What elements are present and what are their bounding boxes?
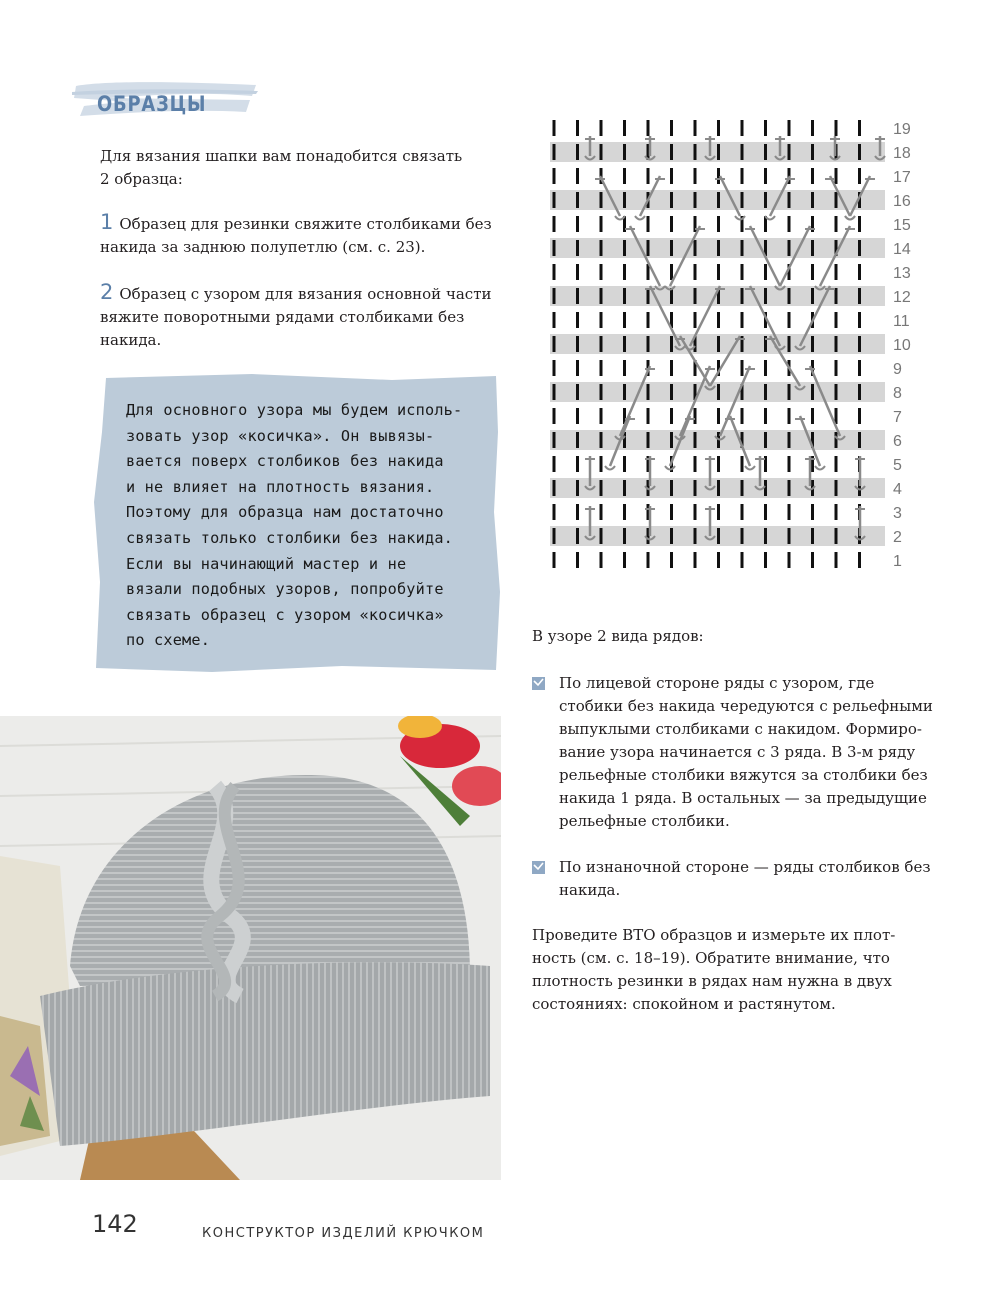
chart-post-stitch-hook — [815, 466, 825, 470]
sample-item-1: 1 Образец для резинки свяжите столбиками без накида за заднюю полупетлю (см. с. 23). — [100, 210, 492, 256]
chart-row-label: 6 — [893, 433, 902, 450]
chart-row-label: 15 — [893, 217, 911, 234]
chart-post-stitch-hook — [845, 216, 855, 220]
note-text: Для основного узора мы будем исполь- зовать узор «косичка». Он вывязы- вается поверх столбиков без накида и не влияет на плотность вязания. Поэтому для образца нам достаточно связать только столбики без накида. Если вы начинающий мастер и не вязали подобных узоров, попробуйте связать образец с узором «косичка» по схеме. — [126, 401, 463, 650]
book-title: КОНСТРУКТОР ИЗДЕЛИЙ КРЮЧКОМ — [202, 1226, 485, 1241]
chart-row-label: 7 — [893, 409, 902, 426]
section-title: ОБРАЗЦЫ — [97, 92, 207, 116]
hat-photo — [0, 716, 501, 1180]
intro-paragraph: Для вязания шапки вам понадобится связать 2 образца: — [100, 147, 463, 188]
chart-row-label: 2 — [893, 529, 902, 546]
chart-row-label: 12 — [893, 289, 911, 306]
rows-intro: В узоре 2 вида рядов: — [532, 627, 704, 645]
chart-row-label: 1 — [893, 553, 902, 570]
chart-row-label: 19 — [893, 121, 911, 138]
bullet-icon — [532, 861, 545, 874]
chart-row-label: 10 — [893, 337, 911, 354]
chart-row-label: 11 — [893, 313, 910, 330]
chart-post-stitch-hook — [735, 216, 745, 220]
chart-row-label: 18 — [893, 145, 911, 162]
chart-post-stitch-hook — [765, 216, 775, 220]
chart-post-stitch-hook — [615, 216, 625, 220]
chart-post-stitch-hook — [635, 216, 645, 220]
chart-row-label: 8 — [893, 385, 902, 402]
chart-row-label: 3 — [893, 505, 902, 522]
outro-paragraph: Проведите ВТО образцов и измерьте их плот- ность (см. с. 18–19). Обратите внимание, что плотность резинки в рядах нам нужна в двух состояниях: спокойном и растянутом. — [532, 926, 896, 1013]
crochet-chart — [550, 116, 920, 581]
chart-post-stitch-hook — [605, 466, 615, 470]
sample-item-2: 2 Образец с узором для вязания основной части вяжите поворотными рядами столбиками без накида. — [100, 280, 492, 349]
chart-row-label: 9 — [893, 361, 902, 378]
chart-row-label: 16 — [893, 193, 911, 210]
chart-row-label: 17 — [893, 169, 911, 186]
item-number: 1 — [100, 210, 114, 234]
bullet-icon — [532, 677, 545, 690]
page-number: 142 — [92, 1210, 138, 1238]
item-number: 2 — [100, 280, 114, 304]
chart-row-label: 4 — [893, 481, 902, 498]
chart-row-label: 13 — [893, 265, 911, 282]
chart-post-stitch-hook — [745, 466, 755, 470]
chart-row-label: 5 — [893, 457, 902, 474]
chart-row-label: 14 — [893, 241, 911, 258]
